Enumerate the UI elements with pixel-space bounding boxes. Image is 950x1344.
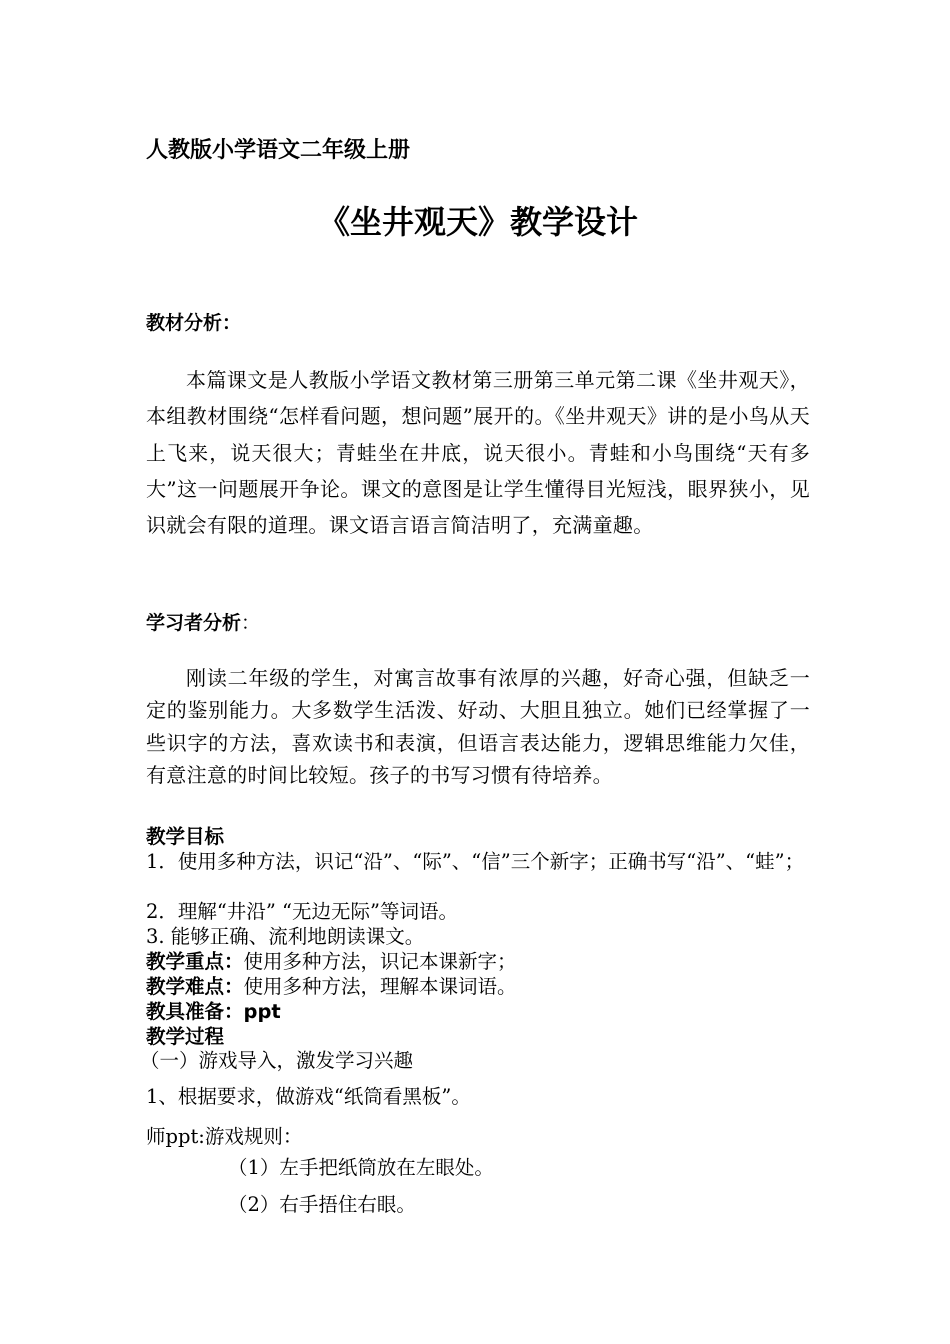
objectives-heading: 教学目标 xyxy=(146,825,225,848)
document-subtitle: 人教版小学语文二年级上册 xyxy=(146,138,411,163)
tools-label: 教具准备： xyxy=(146,1000,244,1023)
process-heading: 教学过程 xyxy=(146,1025,225,1048)
key-point-label: 教学重点： xyxy=(146,950,244,973)
key-point-line xyxy=(146,949,810,974)
learner-analysis-heading xyxy=(146,610,810,636)
rule-item: （1）左手把纸筒放在左眼处。 xyxy=(228,1156,494,1179)
difficulty-text: 使用多种方法，理解本课词语。 xyxy=(243,975,517,998)
material-analysis-heading: 教材分析： xyxy=(146,312,242,334)
rule-item: （2）右手捂住右眼。 xyxy=(228,1193,416,1216)
process-section-1: （一）游戏导入，激发学习兴趣 xyxy=(140,1049,414,1072)
document-title: 《坐井观天》教学设计 xyxy=(317,203,638,241)
tools-text: ppt xyxy=(243,1000,281,1023)
difficulty-line xyxy=(146,974,810,999)
objective-item: 3. 能够正确、流利地朗读课文。 xyxy=(146,925,425,948)
objective-item: 1．使用多种方法，识记“沿”、“际”、“信”三个新字；正确书写“沿”、“蛙”； xyxy=(146,850,805,873)
learner-analysis-heading-text: 学习者分析 xyxy=(146,612,242,634)
difficulty-label: 教学难点： xyxy=(146,975,244,998)
key-point-text: 使用多种方法，识记本课新字； xyxy=(243,950,517,973)
material-analysis-paragraph: 本篇课文是人教版小学语文教材第三册第三单元第二课《坐井观天》，本组教材围绕“怎样看问题，想问题”展开的。《坐井观天》讲的是小鸟从天上飞来，说天很大；青蛙坐在井底，说天很小。青蛙和小鸟围绕“天有多大”这一问题展开争论。课文的意图是让学生懂得目光短浅，眼界狭小，见识就会有限的道理。课文语言语言简洁明了，充满童趣。 xyxy=(146,368,810,538)
objective-item: 2．理解“井沿” “无边无际”等词语。 xyxy=(146,900,458,923)
tools-line xyxy=(146,999,810,1024)
learner-analysis-heading-colon: ： xyxy=(241,612,261,634)
learner-analysis-paragraph: 刚读二年级的学生，对寓言故事有浓厚的兴趣，好奇心强，但缺乏一定的鉴别能力。大多数学生活泼、好动、大胆且独立。她们已经掌握了一些识字的方法，喜欢读书和表演，但语言表达能力，逻辑思维能力欠佳，有意注意的时间比较短。孩子的书写习惯有待培养。 xyxy=(146,666,810,787)
rules-intro: 师ppt:游戏规则： xyxy=(146,1125,303,1148)
process-step-1: 1、根据要求，做游戏“纸筒看黑板”。 xyxy=(146,1085,471,1108)
